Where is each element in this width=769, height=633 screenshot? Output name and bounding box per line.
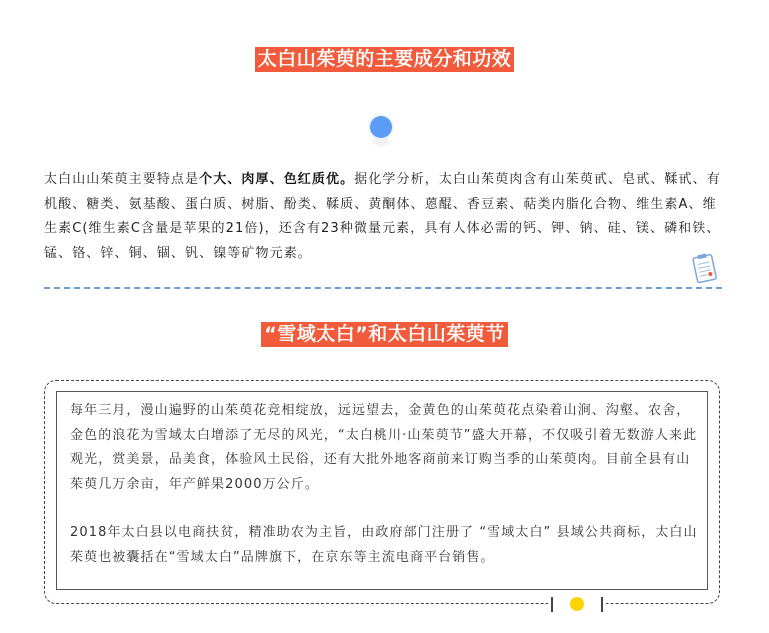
ingredients-bold-text: 个大、肉厚、色红质优。 <box>199 172 355 187</box>
yellow-dot-icon <box>570 597 584 611</box>
festival-paragraph-1: 每年三月，漫山遍野的山茱萸花竞相绽放，远远望去，金黄色的山茱萸花点染着山涧、沟壑、农舍，金色的浪花为雪域太白增添了无尽的风光，“太白桃川·山茱萸节”盛大开幕，不仅吸引着无数游人来此观光，赏美景，品美食，体验风土民俗，还有大批外地客商前来订购当季的山茱萸肉。目前全县有山茱萸几万余亩，年产鲜果2000万公斤。 <box>70 403 698 492</box>
ornament-bar-right <box>601 597 603 612</box>
clipboard-icon <box>690 252 720 284</box>
ingredients-rest-text: 据化学分析，太白山茱萸肉含有山茱萸甙、皂甙、鞣甙、有机酸、糖类、氨基酸、蛋白质、树脂、酚类、鞣质、黄酮体、蒽醌、香豆素、萜类内脂化合物、维生素A、维生素C(维生素C含量是苹果的21倍)，还含有23种微量元素，具有人体必需的钙、钾、钠、硅、镁、磷和铁、锰、铬、锌、铜、锢、钒、镍等矿物元素。 <box>44 172 721 261</box>
frame-bottom-ornament <box>548 594 606 614</box>
section-divider <box>44 287 722 289</box>
section-heading-festival <box>0 322 769 347</box>
section-heading-festival-text: “雪域太白”和太白山茱萸节 <box>261 322 507 347</box>
section-heading-ingredients <box>0 47 769 72</box>
map-pin-icon <box>365 114 397 148</box>
ornament-bar-left <box>551 597 553 612</box>
festival-paragraph-2: 2018年太白县以电商扶贫，精准助农为主旨，由政府部门注册了 “雪域太白” 县域公共商标，太白山茱萸也被囊括在“雪域太白”品牌旗下，在京东等主流电商平台销售。 <box>70 525 698 565</box>
ingredients-intro-text: 太白山山茱萸主要特点是 <box>44 172 200 187</box>
ingredients-paragraph <box>44 168 724 266</box>
section-heading-ingredients-text: 太白山茱萸的主要成分和功效 <box>255 47 515 72</box>
festival-text-block <box>70 399 700 570</box>
